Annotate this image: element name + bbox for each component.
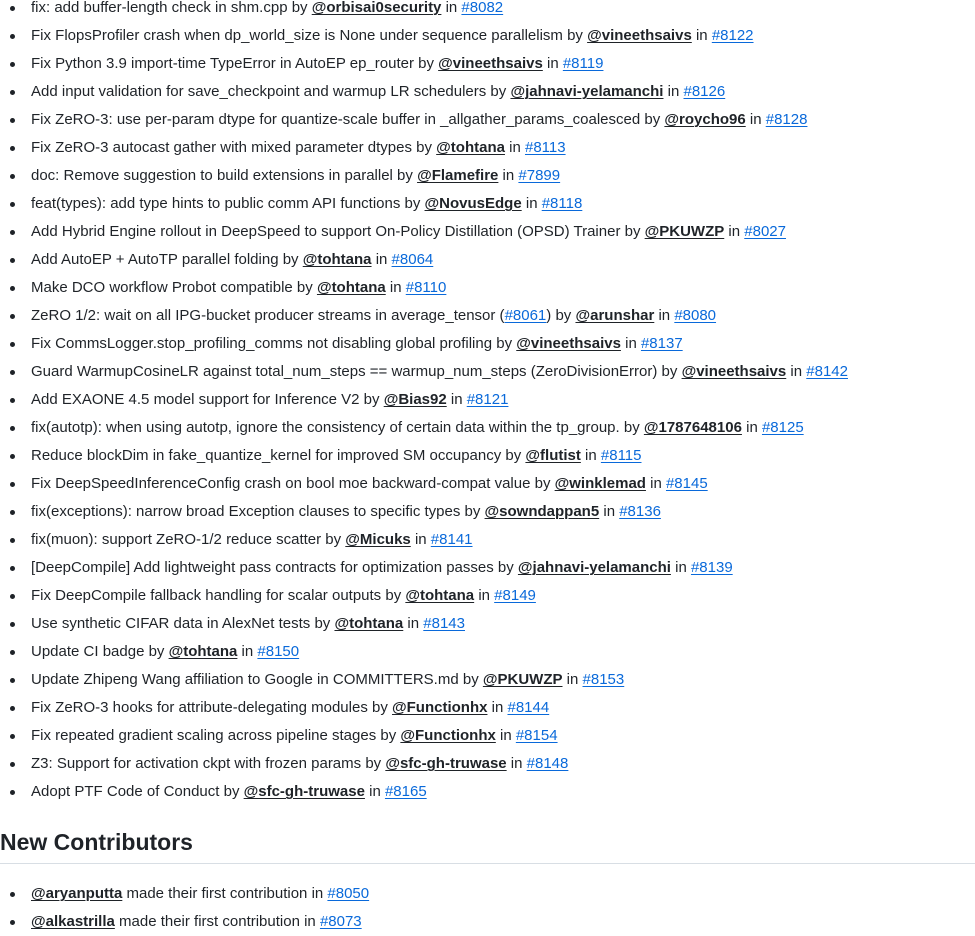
change-description: Fix Python 3.9 import-time TypeError in AutoEP ep_router by [31, 55, 439, 72]
pr-link[interactable]: #8144 [507, 699, 550, 716]
bullet-icon [10, 920, 15, 925]
pr-link[interactable]: #8073 [319, 913, 362, 930]
author-link[interactable]: @vineethsaivs [516, 335, 621, 352]
bullet-icon [10, 398, 15, 403]
bullet-icon [10, 566, 15, 571]
bullet-icon [10, 650, 15, 655]
list-item [0, 666, 975, 694]
author-link[interactable]: @winklemad [554, 475, 646, 492]
pr-link[interactable]: #8142 [806, 363, 848, 380]
related-pr-link[interactable]: #8061 [504, 307, 547, 324]
pr-link[interactable]: #8145 [665, 475, 708, 492]
author-link[interactable]: @Flamefire [417, 167, 499, 184]
bullet-icon [10, 678, 15, 683]
pr-link[interactable]: #8165 [384, 783, 427, 800]
pr-link[interactable]: #8143 [423, 615, 465, 632]
in-text: in [724, 223, 745, 240]
in-text: in [521, 195, 542, 212]
bullet-icon [10, 34, 15, 39]
change-description: fix(muon): support ZeRO-1/2 reduce scatter by [31, 531, 346, 548]
in-text: in [599, 503, 620, 520]
pr-link[interactable]: #8118 [541, 195, 583, 212]
bullet-icon [10, 202, 15, 207]
pr-link[interactable]: #8148 [526, 755, 569, 772]
author-link[interactable]: @tohtana [436, 139, 505, 156]
author-link[interactable]: @Micuks [345, 531, 411, 548]
author-link[interactable]: @Functionhx [400, 727, 496, 744]
bullet-icon [10, 62, 15, 67]
pr-link[interactable]: #8064 [391, 251, 434, 268]
change-description: Fix FlopsProfiler crash when dp_world_size is None under sequence parallelism by [31, 27, 588, 44]
pr-link[interactable]: #8139 [690, 559, 733, 576]
in-text: in [495, 727, 516, 744]
bullet-icon [10, 370, 15, 375]
pr-link[interactable]: #8150 [257, 643, 300, 660]
contributor-link[interactable]: @alkastrilla [31, 913, 115, 930]
author-link[interactable]: @tohtana [168, 643, 238, 660]
pr-link[interactable]: #8115 [600, 447, 642, 464]
list-item [0, 106, 975, 134]
author-link[interactable]: @flutist [525, 447, 581, 464]
author-link[interactable]: @NovusEdge [424, 195, 522, 212]
contributor-item [0, 908, 975, 936]
author-link[interactable]: @tohtana [316, 279, 386, 296]
in-text: in [504, 139, 525, 156]
list-item [0, 414, 975, 442]
in-text: in [654, 307, 675, 324]
list-item [0, 442, 975, 470]
bullet-icon [10, 146, 15, 151]
change-description: Fix ZeRO-3 hooks for attribute-delegating modules by [31, 699, 393, 716]
author-link[interactable]: @tohtana [302, 251, 372, 268]
change-description: Guard WarmupCosineLR against total_num_steps == warmup_num_steps (ZeroDivisionError) by [31, 363, 682, 380]
author-link[interactable]: @vineethsaivs [681, 363, 787, 380]
in-text: in [237, 643, 258, 660]
list-item [0, 582, 975, 610]
author-link[interactable]: @PKUWZP [644, 223, 725, 240]
list-item [0, 610, 975, 638]
change-description: Add AutoEP + AutoTP parallel folding by [31, 251, 303, 268]
pr-link[interactable]: #8050 [327, 885, 370, 902]
change-description: Add Hybrid Engine rollout in DeepSpeed to support On-Policy Distillation (OPSD) Trainer by [31, 223, 645, 240]
bullet-icon [10, 342, 15, 347]
bullet-icon [10, 622, 15, 627]
pr-link[interactable]: #8136 [619, 503, 661, 520]
change-description: Fix repeated gradient scaling across pipeline stages by [31, 727, 401, 744]
bullet-icon [10, 762, 15, 767]
author-link[interactable]: @1787648106 [643, 419, 742, 436]
bullet-icon [10, 258, 15, 263]
bullet-icon [10, 230, 15, 235]
list-item [0, 50, 975, 78]
list-item [0, 722, 975, 750]
bullet-icon [10, 6, 15, 11]
list-item [0, 470, 975, 498]
list-item [0, 498, 975, 526]
bullet-icon [10, 426, 15, 431]
list-item [0, 778, 975, 806]
bullet-icon [10, 510, 15, 515]
list-item [0, 0, 975, 22]
pr-link[interactable]: #8121 [466, 391, 509, 408]
list-item [0, 22, 975, 50]
in-text: in [385, 279, 406, 296]
change-description: fix(exceptions): narrow broad Exception clauses to specific types by [31, 503, 485, 520]
author-link[interactable]: @vineethsaivs [587, 27, 692, 44]
list-item [0, 526, 975, 554]
change-description: Fix DeepSpeedInferenceConfig crash on bool moe backward-compat value by [31, 475, 555, 492]
change-description: Z3: Support for activation ckpt with frozen params by [31, 755, 386, 772]
change-description: Fix ZeRO-3: use per-param dtype for quantize-scale buffer in _allgather_params_coalesced by [31, 111, 665, 128]
in-text: in [487, 699, 508, 716]
author-link[interactable]: @Bias92 [383, 391, 447, 408]
author-link[interactable]: @roycho96 [664, 111, 746, 128]
author-link[interactable]: @tohtana [405, 587, 475, 604]
pr-link[interactable]: #8119 [562, 55, 604, 72]
bullet-icon [10, 538, 15, 543]
list-item [0, 218, 975, 246]
contributor-link[interactable]: @aryanputta [31, 885, 123, 902]
in-text: in [364, 783, 385, 800]
change-description: Add EXAONE 4.5 model support for Inference V2 by [31, 391, 384, 408]
in-text: in [745, 111, 766, 128]
pr-link[interactable]: #8128 [765, 111, 808, 128]
change-description: fix(autotp): when using autotp, ignore the consistency of certain data within the tp_group. by [31, 419, 644, 436]
change-description: Update CI badge by [31, 643, 169, 660]
change-description: Fix CommsLogger.stop_profiling_comms not disabling global profiling by [31, 335, 517, 352]
list-item [0, 358, 975, 386]
list-item [0, 162, 975, 190]
in-text: in [663, 83, 684, 100]
change-description: fix: add buffer-length check in shm.cpp by [31, 0, 312, 16]
bullet-icon [10, 482, 15, 487]
pr-link[interactable]: #8080 [674, 307, 717, 324]
change-description: Reduce blockDim in fake_quantize_kernel for improved SM occupancy by [31, 447, 526, 464]
in-text: in [506, 755, 527, 772]
in-text: in [403, 615, 424, 632]
list-item [0, 638, 975, 666]
change-description: Fix DeepCompile fallback handling for scalar outputs by [31, 587, 406, 604]
list-item [0, 694, 975, 722]
list-item [0, 750, 975, 778]
pr-link[interactable]: #8153 [582, 671, 625, 688]
author-link[interactable]: @jahnavi-yelamanchi [510, 83, 664, 100]
bullet-icon [10, 734, 15, 739]
in-text: in [620, 335, 641, 352]
change-description: Fix ZeRO-3 autocast gather with mixed parameter dtypes by [31, 139, 437, 156]
pr-link[interactable]: #8110 [405, 279, 447, 296]
pr-link[interactable]: #8141 [430, 531, 473, 548]
list-item [0, 274, 975, 302]
author-link[interactable]: @jahnavi-yelamanchi [517, 559, 671, 576]
pr-link[interactable]: #8113 [524, 139, 566, 156]
pr-link[interactable]: #8082 [461, 0, 504, 16]
list-item [0, 190, 975, 218]
pr-link[interactable]: #8154 [515, 727, 558, 744]
pr-link[interactable]: #8125 [761, 419, 804, 436]
contribution-text: made their first contribution in [114, 913, 320, 930]
in-text: in [670, 559, 691, 576]
list-item [0, 134, 975, 162]
author-link[interactable]: @Functionhx [392, 699, 488, 716]
change-description: [DeepCompile] Add lightweight pass contracts for optimization passes by [31, 559, 518, 576]
change-description: ZeRO 1/2: wait on all IPG-bucket producer streams in average_tensor ( [31, 307, 505, 324]
change-description: Adopt PTF Code of Conduct by [31, 783, 244, 800]
in-text: in [441, 0, 462, 16]
author-link[interactable]: @PKUWZP [482, 671, 563, 688]
bullet-icon [10, 892, 15, 897]
pr-link[interactable]: #8149 [494, 587, 536, 604]
author-link[interactable]: @tohtana [334, 615, 404, 632]
pr-link[interactable]: #8126 [683, 83, 726, 100]
change-description: feat(types): add type hints to public comm API functions by [31, 195, 425, 212]
in-text: in [410, 531, 431, 548]
pr-link[interactable]: #8137 [640, 335, 683, 352]
author-link[interactable]: @sfc-gh-truwase [243, 783, 365, 800]
bullet-icon [10, 706, 15, 711]
pr-link[interactable]: #7899 [518, 167, 561, 184]
list-item [0, 330, 975, 358]
bullet-icon [10, 286, 15, 291]
new-contributors-list [0, 880, 975, 936]
bullet-icon [10, 174, 15, 179]
in-text: in [474, 587, 495, 604]
pr-link[interactable]: #8122 [711, 27, 754, 44]
in-text: in [645, 475, 666, 492]
author-link[interactable]: @vineethsaivs [438, 55, 543, 72]
contributor-item [0, 880, 975, 908]
in-text: in [498, 167, 519, 184]
author-link[interactable]: @orbisai0security [311, 0, 442, 16]
change-description: Update Zhipeng Wang affiliation to Google in COMMITTERS.md by [31, 671, 483, 688]
new-contributors-heading: New Contributors [0, 826, 975, 864]
change-description-cont: ) by [546, 307, 576, 324]
in-text: in [786, 363, 807, 380]
contribution-text: made their first contribution in [122, 885, 328, 902]
change-description: doc: Remove suggestion to build extensions in parallel by [31, 167, 418, 184]
list-item [0, 302, 975, 330]
bullet-icon [10, 594, 15, 599]
in-text: in [371, 251, 392, 268]
list-item [0, 386, 975, 414]
in-text: in [741, 419, 762, 436]
change-description: Make DCO workflow Probot compatible by [31, 279, 317, 296]
list-item [0, 554, 975, 582]
author-link[interactable]: @sfc-gh-truwase [385, 755, 507, 772]
in-text: in [446, 391, 467, 408]
bullet-icon [10, 790, 15, 795]
pr-link[interactable]: #8027 [744, 223, 786, 240]
list-item [0, 78, 975, 106]
in-text: in [580, 447, 601, 464]
bullet-icon [10, 454, 15, 459]
bullet-icon [10, 90, 15, 95]
bullet-icon [10, 118, 15, 123]
in-text: in [691, 27, 712, 44]
in-text: in [542, 55, 563, 72]
list-item [0, 246, 975, 274]
change-description: Add input validation for save_checkpoint and warmup LR schedulers by [31, 83, 511, 100]
change-description: Use synthetic CIFAR data in AlexNet tests by [31, 615, 335, 632]
author-link[interactable]: @arunshar [575, 307, 655, 324]
bullet-icon [10, 314, 15, 319]
in-text: in [562, 671, 583, 688]
author-link[interactable]: @sowndappan5 [484, 503, 600, 520]
